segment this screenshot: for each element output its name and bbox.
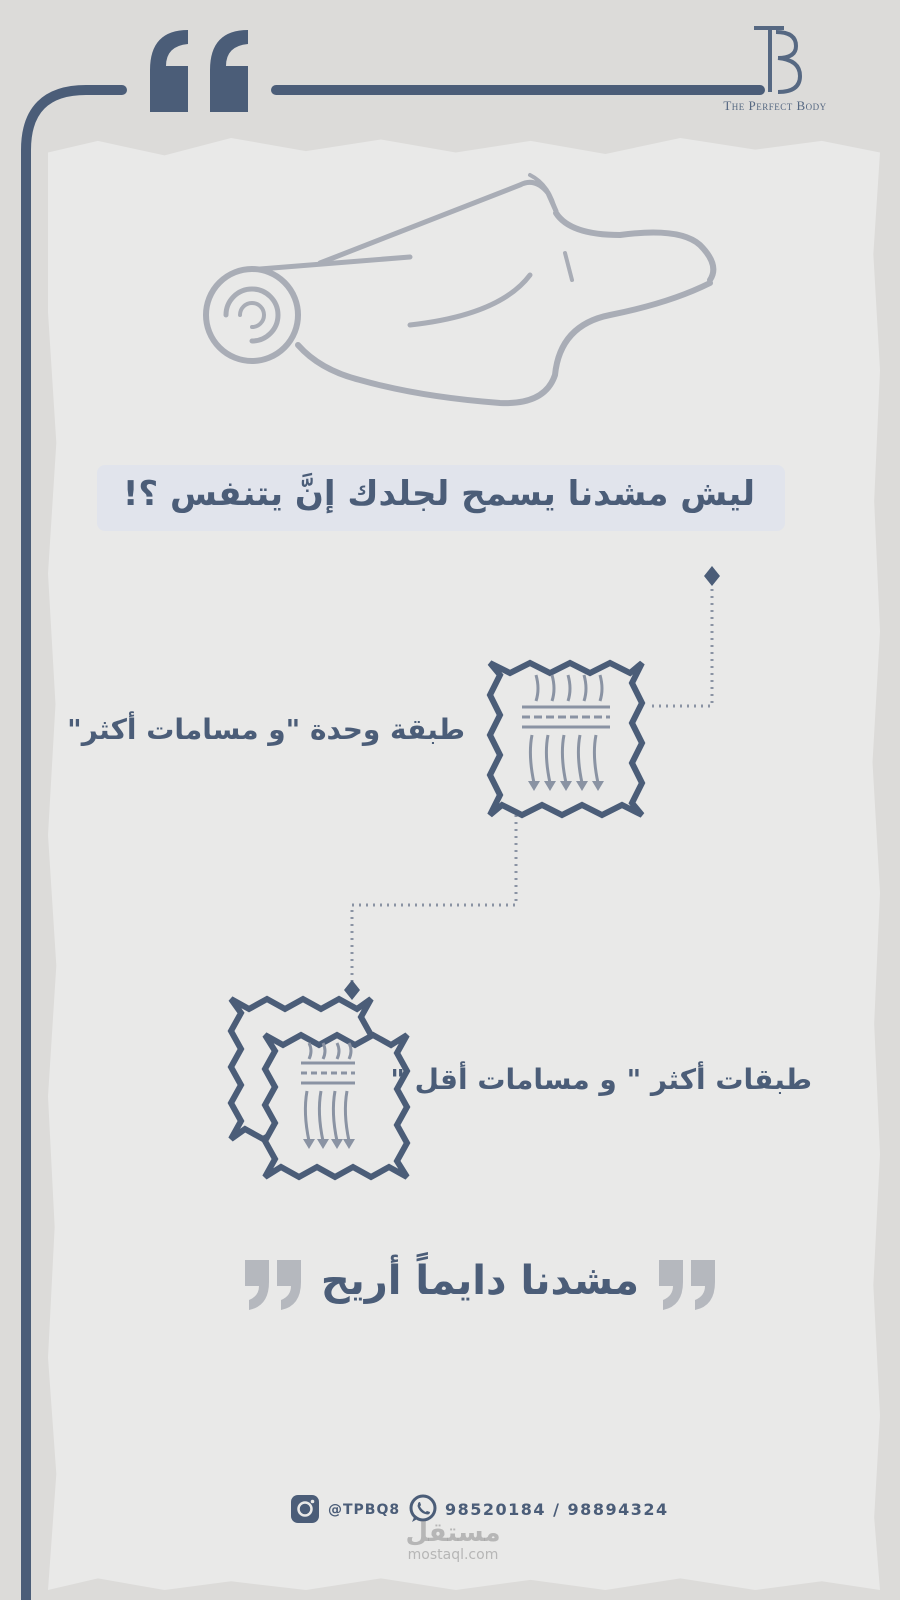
watermark-arabic: مستقل [405,1518,501,1548]
multi-layer-fabric-icon [225,993,415,1185]
multi-layer-label: طبقات أكثر " و مسامات أقل " [390,1063,812,1096]
question-text: ليش مشدنا يسمح لجلدك إنَّ يتنفس ؟! [122,474,755,514]
instagram-handle[interactable]: @TPBQ8 [328,1502,401,1518]
slogan-text: مشدنا دايماً أريح [320,1258,640,1304]
quote-open-slogan-icon [657,1260,715,1310]
quote-close-icon [245,1260,303,1310]
watermark [398,1518,508,1562]
phone-numbers[interactable]: 98520184 / 98894324 [445,1500,669,1519]
single-layer-label: طبقة وحدة "و مسامات أكثر" [67,713,465,746]
connector-diamond-1 [704,566,720,586]
slogan [245,1252,715,1332]
brand-name: The Perfect Body [723,98,827,113]
single-layer-fabric-icon [482,655,650,823]
watermark-latin: mostaql.com [407,1547,499,1563]
instagram-icon[interactable] [290,1494,320,1524]
